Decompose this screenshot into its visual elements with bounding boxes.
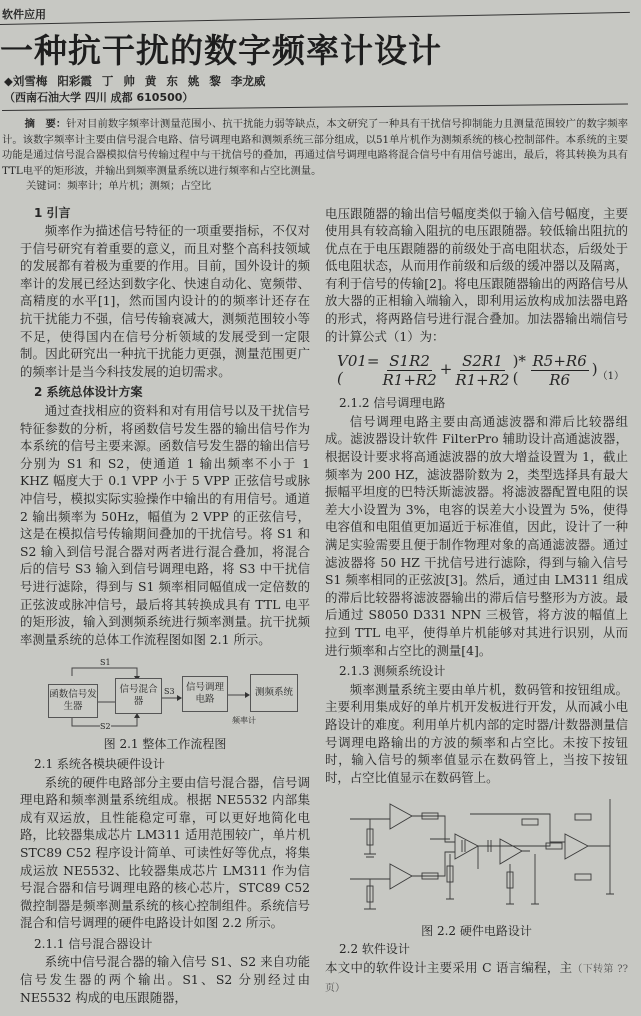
numerator: S2R1 — [460, 352, 505, 371]
paragraph-voltage-follower: 电压跟随器的输出信号幅度类似于输入信号幅度，主要使用具有较高输入阻抗的电压跟随器。较低输出阻抗的优点在于电压跟随器的前级处于高电阻状态，后级处于低电阻状态，从而用作前级和后级的缓冲器以及隔离，有利于信号的传输[2]。将电压跟随器输出的两路信号从放大器的正相输入端输入，即利用运放构成加法器电路的形式，将两路信号进行混合叠加。加法器输出端信号的计算公式（1）为： — [325, 205, 628, 346]
formula-mid: )*( — [513, 353, 528, 388]
body-columns — [0, 195, 641, 1016]
box-signal-conditioning: 信号调理电路 — [182, 676, 228, 712]
box-signal-mixer: 信号混合器 — [115, 678, 162, 714]
heading-overall-design: 2 系统总体设计方案 — [20, 384, 310, 402]
paper-title: 一种抗干扰的数字频率计设计 — [0, 29, 641, 73]
box-function-generator: 函数信号发生器 — [48, 684, 98, 718]
abstract-label: 摘 要： — [25, 118, 67, 130]
fraction-3 — [531, 352, 589, 389]
denominator: R1+R2 — [455, 371, 509, 389]
fraction-2 — [455, 352, 509, 389]
box-measurement-system: 测频系统 — [250, 674, 298, 712]
continued-note: （下转第 ?? 页） — [325, 964, 628, 995]
label-s2: S2 — [100, 722, 111, 731]
formula-end: ) — [592, 361, 598, 379]
denominator: R6 — [549, 371, 570, 389]
section-label: 软件应用 — [0, 0, 641, 22]
abstract — [2, 117, 628, 179]
heading-measurement: 2.1.3 测频系统设计 — [325, 663, 628, 681]
heading-conditioning: 2.1.2 信号调理电路 — [325, 395, 628, 413]
paragraph-overall-design: 通过查找相应的资料和对有用信号以及干扰信号特征参数的分析，将函数信号发生器的输出信号作为本系统的信号主要来源。函数信号发生器的输出信号分别为 S1 和 S2，使通道 1 输出频率不小于 1 KHZ 幅度大于 0.1 VPP 小于 5 VPP 正弦信号或脉冲信号，模拟实际实验操作中输出的有用信号。通道 2 输出频率为 50Hz，幅值为 2 VPP 的正弦信号，这是在模拟信号传输期间叠加的干扰信号。将 S1 和 S2 输入到信号混合器对两者进行混合叠加，将混合后的信号 S3 输入到信号调理电路，将 S3 中干扰信号进行滤除，得到与 S1 频率相同幅值成一定倍数的正弦波或脉冲信号，最后将其转换成具有 TTL 电平的矩形波，输入到测频系统进行频率测量。抗干扰频率测量系统的总体工作流程图如图 2.1 所示。 — [20, 402, 310, 648]
heading-software: 2.2 软件设计 — [325, 941, 628, 959]
left-column — [20, 205, 310, 1007]
affiliation: （西南石油大学 四川 成都 610500） — [0, 90, 641, 106]
abstract-text: 针对目前数字频率计测量范围小、抗干扰能力弱等缺点，本文研究了一种具有干扰信号抑制能力且测量范围较广的数字频率计。该数字频率计主要由信号混合电路、信号调理电路和测频系统三部分组成，以51单片机作为测频系统的核心控制部件。本系统的主要功能是通过信号混合器模拟信号传输过程中与干扰信号的叠加，再通过信号调理电路将混合信号中有用信号滤出，最后，将其转换为具有TTL电平的矩形波，并输出到频率测量系统以进行频率和占空比测量。 — [2, 118, 628, 177]
figure-2-2-caption: 图 2.2 硬件电路设计 — [325, 923, 628, 941]
paragraph-software — [325, 959, 628, 998]
authors: ◆刘雪梅 阳彩霞 丁 帅 黄 东 姚 黎 李龙威 — [0, 73, 641, 90]
equation-number: （1） — [598, 354, 624, 386]
label-s1: S1 — [100, 658, 111, 667]
plus: + — [440, 361, 453, 379]
paragraph-hardware: 系统的硬件电路部分主要由信号混合器，信号调理电路和频率测量系统组成。根据 NE5532 内部集成有双运放，且性能稳定可靠，可以更好地简化电路，比较器集成芯片 LM311 适用范围较广，单片机 STC89 C52 程序设计简单、可读性好等优点，将集成运放 NE5532、比较器集成芯片 LM311 作为信号混合器和信号调理电路的核心芯片，STC89 C52 微控制器是频率测量系统的核心控制组件。系统信号混合和信号调理的硬件电路设计如图 2.2 所示。 — [20, 774, 310, 932]
heading-intro: 1 引言 — [20, 205, 310, 223]
right-column — [325, 205, 628, 998]
label-counter: 频率计 — [232, 716, 256, 725]
circuit-diagram — [350, 794, 620, 919]
software-text: 本文中的软件设计主要采用 C 语言编程，主 — [325, 960, 572, 975]
keywords-label: 关键词： — [26, 180, 67, 192]
keywords-text: 频率计；单片机；测频；占空比 — [67, 180, 211, 192]
paragraph-mixer-design: 系统中信号混合器的输入信号 S1、S2 来自功能信号发生器的两个输出。S1、S2 分别经过由 NE5532 构成的电压跟随器， — [20, 953, 310, 1006]
paragraph-measurement: 频率测量系统主要由单片机，数码管和按钮组成。主要利用集成好的单片机开发板进行开发，从而减小电路设计的难度。利用单片机内部的定时器/计数器测量信号调理电路输出的方波的频率和占空比。未按下按钮时，输入信号的频率值显示在数码管上，当按下按钮时，占空比值显示在数码管上。 — [325, 681, 628, 787]
paragraph-conditioning: 信号调理电路主要由高通滤波器和滞后比较器组成。滤波器设计软件 FilterPro 辅助设计高通滤波器，根据设计要求将高通滤波器的放大增益设置为 1，截止频率为 200 HZ，滤波器阶数为 2，类型选择具有最大振幅平坦度的巴特沃斯滤波器。将滤波器配置电阻的误差大小设置为 3%，电容的误差大小设置为 5%，使得电容值和电阻值更加逼近于标准值，因此，设计了一种满足实验需要且便于制作物理对象的高通滤波器。通过滤波器将 50 HZ 干扰信号进行滤除，得到与输入信号 S1 频率相同的正弦波[3]。然后，通过由 LM311 组成的滞后比较器将滤波器输出的滞后信号整形为方波。最后通过 S8050 D331 NPN 三极管，将方波的幅值上拉到 TTL 电平，使得单片机能够对其进行识别，从而进行频率和占空比的测量[4]。 — [325, 413, 628, 659]
figure-2-1-caption: 图 2.1 整体工作流程图 — [20, 736, 310, 754]
keywords — [0, 179, 641, 195]
numerator: R5+R6 — [531, 352, 589, 371]
label-s3: S3 — [164, 687, 175, 696]
fraction-1 — [383, 352, 437, 389]
figure-2-1 — [40, 656, 300, 732]
formula-1 — [337, 349, 628, 391]
formula-lhs: V01=( — [337, 353, 380, 388]
numerator: S1R2 — [387, 352, 432, 371]
heading-hardware: 2.1 系统各模块硬件设计 — [20, 756, 310, 774]
paragraph-intro: 频率作为描述信号特征的一项重要指标，不仅对于信号研究有着重要的意义，而且对整个高科技领域的发展都有着极为重要的作用。目前，国外设计的频率计的发展已经达到数字化、快速自动化、宽频带、高精度的水平[1]，然而国内设计的的频率计还存在抗干扰能力不强，信号传输衰减大，测频范围较小等不足，使得国内在信号分析领域的发展受到一定限制。因此研究出一种抗干扰能力更强，测量范围更广的频率计是当今科技发展的迫切需求。 — [20, 222, 310, 380]
denominator: R1+R2 — [383, 371, 437, 389]
heading-mixer-design: 2.1.1 信号混合器设计 — [20, 936, 310, 954]
